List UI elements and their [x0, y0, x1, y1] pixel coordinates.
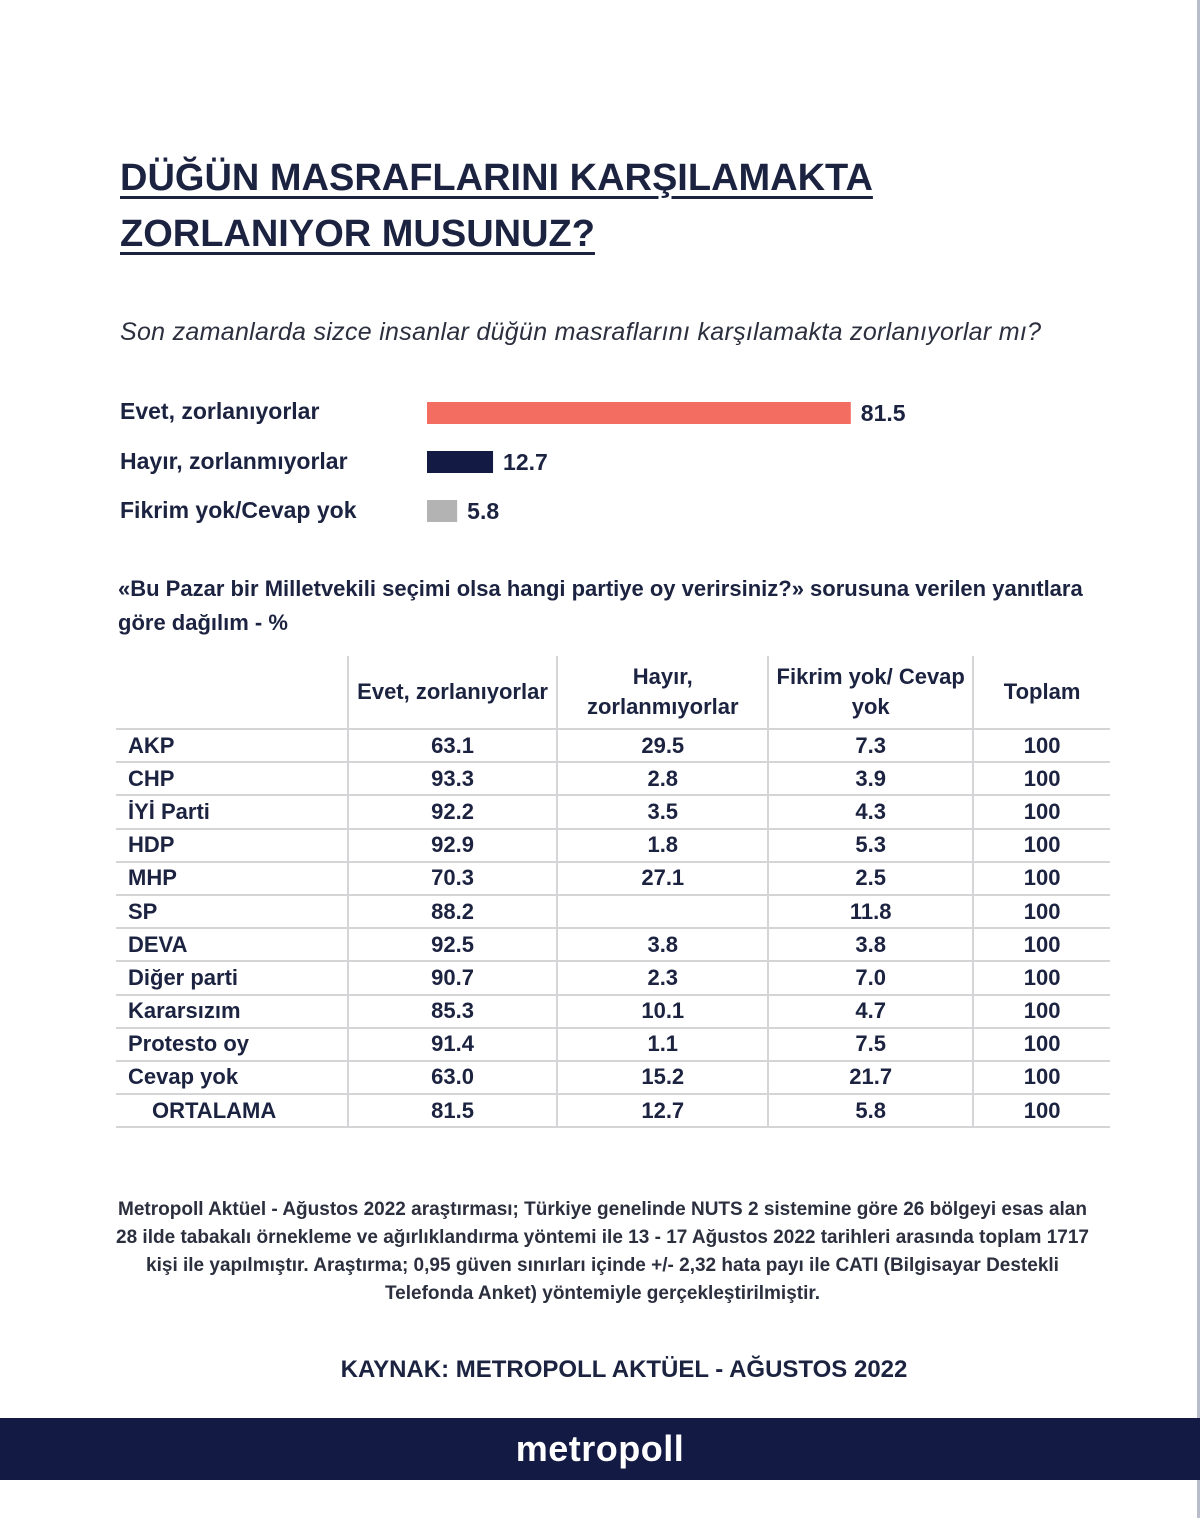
- yes-cell: 70.3: [348, 862, 558, 895]
- bar-chart: [400, 390, 1020, 540]
- table-row: [116, 928, 1110, 961]
- party-cell: DEVA: [116, 928, 348, 961]
- table-row: [116, 829, 1110, 862]
- distribution-table: [116, 656, 1110, 1128]
- party-cell: AKP: [116, 729, 348, 762]
- none-cell: 7.3: [768, 729, 973, 762]
- party-cell: Protesto oy: [116, 1028, 348, 1061]
- table-row: [116, 895, 1110, 928]
- table-row: [116, 995, 1110, 1028]
- table-header-none: Fikrim yok/ Cevap yok: [768, 656, 973, 729]
- no-cell: 2.3: [557, 961, 768, 994]
- no-cell: 3.5: [557, 795, 768, 828]
- party-cell: İYİ Parti: [116, 795, 348, 828]
- total-cell: 100: [973, 729, 1110, 762]
- none-cell: 3.9: [768, 762, 973, 795]
- table-row: [116, 1094, 1110, 1127]
- total-cell: 100: [973, 829, 1110, 862]
- party-cell: Cevap yok: [116, 1061, 348, 1094]
- table-header-party: [116, 656, 348, 729]
- table-row: [116, 762, 1110, 795]
- none-cell: 4.3: [768, 795, 973, 828]
- total-cell: 100: [973, 895, 1110, 928]
- bar-no: [427, 451, 493, 473]
- bar-label-yes: Evet, zorlanıyorlar: [120, 398, 320, 424]
- table-header-yes: Evet, zorlanıyorlar: [348, 656, 558, 729]
- no-cell: 29.5: [557, 729, 768, 762]
- yes-cell: 91.4: [348, 1028, 558, 1061]
- party-cell: SP: [116, 895, 348, 928]
- survey-question: Son zamanlarda sizce insanlar düğün masraflarını karşılamakta zorlanıyorlar mı?: [120, 318, 1042, 346]
- no-cell: 1.1: [557, 1028, 768, 1061]
- bar-value-yes: 81.5: [860, 400, 906, 426]
- none-cell: 2.5: [768, 862, 973, 895]
- total-cell: 100: [973, 762, 1110, 795]
- total-cell: 100: [973, 1094, 1110, 1127]
- total-cell: 100: [973, 928, 1110, 961]
- yes-cell: 63.0: [348, 1061, 558, 1094]
- table-row: [116, 1028, 1110, 1061]
- table-row: [116, 862, 1110, 895]
- party-cell: MHP: [116, 862, 348, 895]
- none-cell: 3.8: [768, 928, 973, 961]
- no-cell: 27.1: [557, 862, 768, 895]
- no-cell: 1.8: [557, 829, 768, 862]
- none-cell: 4.7: [768, 995, 973, 1028]
- bar-yes: [427, 402, 851, 424]
- bar-label-no: Hayır, zorlanmıyorlar: [120, 448, 348, 474]
- total-cell: 100: [973, 1028, 1110, 1061]
- no-cell: 10.1: [557, 995, 768, 1028]
- bar-value-no: 12.7: [503, 449, 548, 475]
- yes-cell: 88.2: [348, 895, 558, 928]
- none-cell: 5.8: [768, 1094, 973, 1127]
- table-row: [116, 795, 1110, 828]
- yes-cell: 63.1: [348, 729, 558, 762]
- bar-none: [427, 500, 457, 522]
- total-cell: 100: [973, 961, 1110, 994]
- no-cell: 12.7: [557, 1094, 768, 1127]
- party-cell: CHP: [116, 762, 348, 795]
- party-cell: HDP: [116, 829, 348, 862]
- yes-cell: 81.5: [348, 1094, 558, 1127]
- no-cell: 3.8: [557, 928, 768, 961]
- table-row: [116, 729, 1110, 762]
- table-body: [116, 729, 1110, 1127]
- party-cell: ORTALAMA: [116, 1094, 348, 1127]
- no-cell: [557, 895, 768, 928]
- yes-cell: 92.5: [348, 928, 558, 961]
- no-cell: 2.8: [557, 762, 768, 795]
- bar-label-none: Fikrim yok/Cevap yok: [120, 497, 357, 523]
- none-cell: 5.3: [768, 829, 973, 862]
- party-cell: Diğer parti: [116, 961, 348, 994]
- yes-cell: 92.2: [348, 795, 558, 828]
- source-line: KAYNAK: METROPOLL AKTÜEL - AĞUSTOS 2022: [340, 1356, 908, 1383]
- page-title: DÜĞÜN MASRAFLARINI KARŞILAMAKTA ZORLANIYOR MUSUNUZ?: [120, 157, 873, 255]
- total-cell: 100: [973, 1061, 1110, 1094]
- yes-cell: 85.3: [348, 995, 558, 1028]
- none-cell: 11.8: [768, 895, 973, 928]
- none-cell: 7.5: [768, 1028, 973, 1061]
- total-cell: 100: [973, 995, 1110, 1028]
- yes-cell: 93.3: [348, 762, 558, 795]
- party-cell: Kararsızım: [116, 995, 348, 1028]
- metropoll-logo: metropoll: [515, 1428, 685, 1469]
- no-cell: 15.2: [557, 1061, 768, 1094]
- table-header-no: Hayır, zorlanmıyorlar: [557, 656, 768, 729]
- yes-cell: 90.7: [348, 961, 558, 994]
- table-row: [116, 961, 1110, 994]
- bar-value-none: 5.8: [467, 498, 500, 524]
- none-cell: 7.0: [768, 961, 973, 994]
- footer-bar: [0, 1418, 1200, 1480]
- none-cell: 21.7: [768, 1061, 973, 1094]
- total-cell: 100: [973, 862, 1110, 895]
- total-cell: 100: [973, 795, 1110, 828]
- table-subtitle: «Bu Pazar bir Milletvekili seçimi olsa hangi partiye oy verirsiniz?» sorusuna verilen yanıtlara göre dağılım - %: [118, 576, 1083, 635]
- table-header-total: Toplam: [973, 656, 1110, 729]
- table-row: [116, 1061, 1110, 1094]
- methodology-note: Metropoll Aktüel - Ağustos 2022 araştırması; Türkiye genelinde NUTS 2 sistemine göre 26 bölgeyi esas alan 28 ilde tabakalı örnekleme ve ağırlıklandırma yöntemi ile 13 - 17 Ağustos 2022 tarihleri arasında toplam 1717 kişi ile yapılmıştır. Araştırma; 0,95 güven sınırları içinde +/- 2,32 hata payı ile CATI (Bilgisayar Destekli Telefonda Anket) yöntemiyle gerçekleştirilmiştir.: [116, 1199, 1089, 1304]
- yes-cell: 92.9: [348, 829, 558, 862]
- table-header-row: [116, 656, 1110, 729]
